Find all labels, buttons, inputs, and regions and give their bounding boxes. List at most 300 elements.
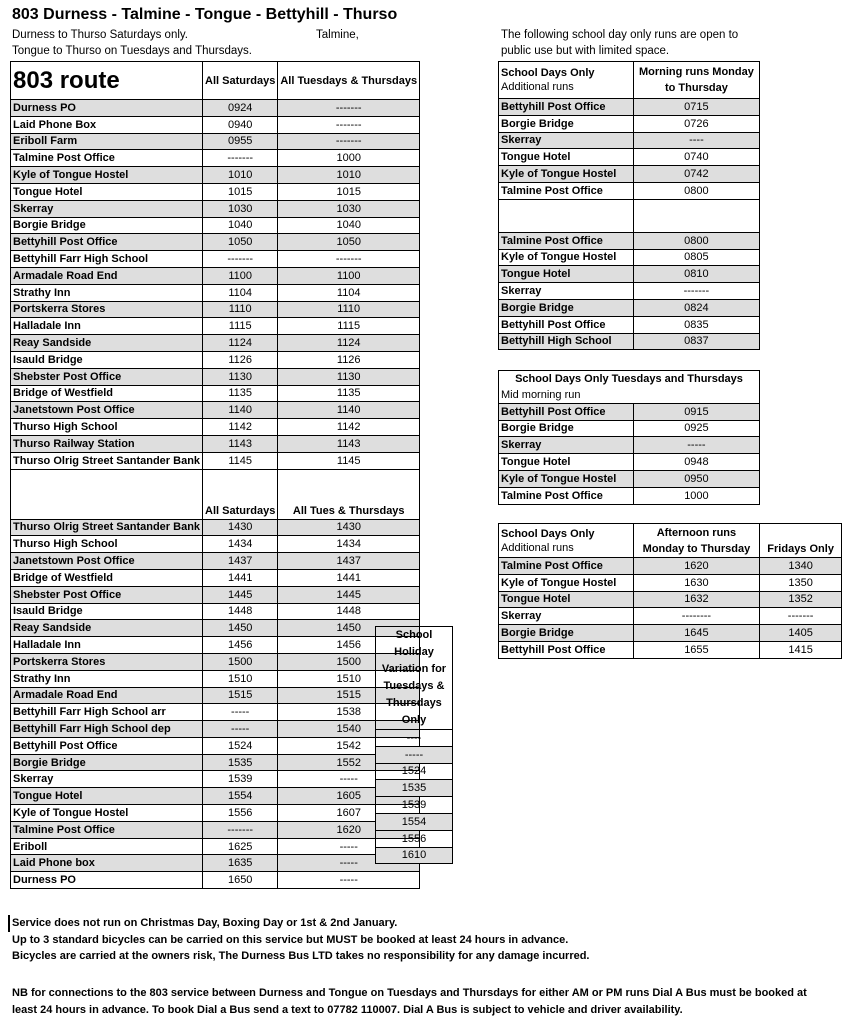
time-cell: 1645 [633,625,760,642]
time-cell: 0924 [203,100,278,117]
stop-name: Borgie Bridge [499,420,634,437]
stop-name: Shebster Post Office [11,586,203,603]
stop-name: Bettyhill High School [499,333,634,350]
stop-name: Talmine Post Office [499,487,634,504]
time-cell: ----- [376,746,453,763]
stop-name: Tongue Hotel [11,183,203,200]
stop-name: Janetstown Post Office [11,553,203,570]
table-row [11,368,420,385]
afternoon-header-mid-1: Afternoon runs [656,526,737,539]
time-cell: 1130 [203,368,278,385]
time-cell: 1539 [376,797,453,814]
time-cell: ------- [278,116,420,133]
time-cell: 1030 [203,200,278,217]
time-cell: 1500 [278,653,420,670]
time-cell: ---- [376,730,453,747]
afternoon-header-sub: Additional runs [501,541,574,554]
table-row [11,402,420,419]
time-cell: 1115 [278,318,420,335]
footer-line-2: Up to 3 standard bicycles can be carried on this service but MUST be booked at least 24 hours in advance. [12,933,569,946]
time-cell: 1000 [278,150,420,167]
time-cell: 0940 [203,116,278,133]
stop-name: Bettyhill Farr High School dep [11,721,203,738]
stop-name: Kyle of Tongue Hostel [499,166,634,183]
table-row [376,830,453,847]
time-cell: ----- [278,872,420,889]
time-cell: 1126 [278,351,420,368]
stop-name: Skerray [499,437,634,454]
table-row [11,234,420,251]
table-row [499,625,842,642]
midmorning-run-table [498,370,760,505]
time-cell: 1554 [203,788,278,805]
table-row [499,454,760,471]
time-cell: 1437 [278,553,420,570]
time-cell: 0715 [633,99,759,116]
stop-name: Reay Sandside [11,620,203,637]
time-cell: 1050 [203,234,278,251]
time-cell: 1610 [376,847,453,864]
table-row [11,217,420,234]
col-header-saturdays: All Saturdays [203,62,278,100]
holiday-header-row [376,627,453,730]
table-row [11,150,420,167]
table-row [11,536,420,553]
time-cell: 1441 [203,569,278,586]
table-row [11,301,420,318]
time-cell: 1100 [278,267,420,284]
table-row [11,620,420,637]
time-cell: 1535 [376,780,453,797]
time-cell: ---- [633,132,759,149]
time-cell: 1415 [760,641,842,658]
page-title: 803 Durness - Talmine - Tongue - Bettyhill - Thurso [12,6,398,23]
time-cell: 1524 [376,763,453,780]
stop-name: Portskerra Stores [11,653,203,670]
stop-name: Isauld Bridge [11,603,203,620]
time-cell: 1620 [633,558,760,575]
time-cell: ----- [203,721,278,738]
stop-name: Borgie Bridge [499,299,634,316]
time-cell: 1015 [203,183,278,200]
time-cell: 1130 [278,368,420,385]
stop-name: Bettyhill Post Office [499,641,634,658]
table-row [499,132,760,149]
afternoon-header-title: School Days Only [501,527,595,540]
time-cell: -------- [633,608,760,625]
table-row [11,721,420,738]
time-cell: 1015 [278,183,420,200]
table-row [11,771,420,788]
time-cell: 1445 [203,586,278,603]
stop-name: Thurso High School [11,536,203,553]
afternoon-header-row [499,524,842,558]
time-cell: 1140 [203,402,278,419]
stop-name: Laid Phone box [11,855,203,872]
stop-name: Thurso Olrig Street Santander Bank [11,452,203,469]
stop-name: Portskerra Stores [11,301,203,318]
table-row [499,149,760,166]
stop-name: Bettyhill Post Office [11,737,203,754]
stop-name: Bettyhill Post Office [499,316,634,333]
midmorning-header: School Days Only Tuesdays and Thursdays [499,371,760,388]
time-cell: ------- [633,283,759,300]
time-cell: 1040 [203,217,278,234]
table-row [499,316,760,333]
table-row [499,403,760,420]
stop-name: Bettyhill Farr High School [11,251,203,268]
time-cell: 1456 [278,637,420,654]
time-cell: 1542 [278,737,420,754]
time-cell: 1625 [203,838,278,855]
time-cell: 0800 [633,182,759,199]
stop-name: Borgie Bridge [11,217,203,234]
time-cell: 1538 [278,704,420,721]
stop-name: Thurso High School [11,419,203,436]
time-cell: ------- [278,133,420,150]
time-cell: 1104 [278,284,420,301]
spacer-cell [633,199,759,232]
time-cell: 1350 [760,574,842,591]
time-cell: 0837 [633,333,759,350]
stop-name: Skerray [499,608,634,625]
stop-name: Isauld Bridge [11,351,203,368]
time-cell: ------- [203,821,278,838]
table-row [499,641,842,658]
table-row [11,637,420,654]
table-row [499,333,760,350]
time-cell: 1140 [278,402,420,419]
time-cell: 1441 [278,569,420,586]
subtitle-right-1: The following school day only runs are open to [501,29,739,41]
time-cell: 1000 [633,487,759,504]
time-cell: 0955 [203,133,278,150]
stop-name: Eriboll Farm [11,133,203,150]
table-row [499,470,760,487]
time-cell: 1434 [278,536,420,553]
afternoon-header-mid-2: Monday to Thursday [642,542,751,555]
time-cell: ----- [278,855,420,872]
subtitle-left-1: Durness to Thurso Saturdays only. [12,29,188,41]
table-row [499,283,760,300]
pm-col-header-saturdays: All Saturdays [203,469,278,519]
time-cell: 1510 [278,670,420,687]
footer-nb-2: least 24 hours in advance. To book Dial a Bus send a text to 07782 110007. Dial A Bus is subject to vehicle and driver availability. [12,1003,683,1016]
stop-name: Skerray [11,771,203,788]
table-row [376,780,453,797]
stop-name: Borgie Bridge [11,754,203,771]
time-cell: 1556 [203,805,278,822]
table-row [11,569,420,586]
table-row [11,435,420,452]
time-cell: 0835 [633,316,759,333]
time-cell: ------- [760,608,842,625]
table-row [376,847,453,864]
stop-name: Bridge of Westfield [11,385,203,402]
stop-name: Borgie Bridge [499,115,634,132]
spacer-cell [499,199,634,232]
time-cell: 1620 [278,821,420,838]
time-cell: 1437 [203,553,278,570]
table-row [499,574,842,591]
time-cell: 1340 [760,558,842,575]
stop-name: Kyle of Tongue Hostel [11,805,203,822]
stop-name: Kyle of Tongue Hostel [11,167,203,184]
time-cell: 1632 [633,591,760,608]
stop-name: Tongue Hotel [499,454,634,471]
table-row [499,182,760,199]
table-row [376,730,453,747]
time-cell: 1524 [203,737,278,754]
stop-name: Bettyhill Post Office [499,403,634,420]
time-cell: 1010 [278,167,420,184]
col-header-tue-thu: All Tuesdays & Thursdays [278,62,420,100]
route-label: 803 route [11,62,203,100]
time-cell: 1515 [203,687,278,704]
stop-name: Halladale Inn [11,637,203,654]
table-row [11,653,420,670]
time-cell: 0925 [633,420,759,437]
table-row [11,821,420,838]
time-cell: 1448 [203,603,278,620]
footer-notes [12,915,590,965]
table-row [499,115,760,132]
table-row [11,284,420,301]
table-row [499,591,842,608]
time-cell: 1607 [278,805,420,822]
stop-name: Armadale Road End [11,687,203,704]
time-cell: 0805 [633,249,759,266]
table-row [11,251,420,268]
time-cell: 1104 [203,284,278,301]
time-cell: 1135 [278,385,420,402]
time-cell: 1500 [203,653,278,670]
time-cell: 1434 [203,536,278,553]
time-cell: 0810 [633,266,759,283]
stop-name: Janetstown Post Office [11,402,203,419]
time-cell: 1448 [278,603,420,620]
time-cell: 0915 [633,403,759,420]
stop-name: Bettyhill Post Office [11,234,203,251]
morning-header-title: School Days Only [501,67,595,79]
stop-name: Kyle of Tongue Hostel [499,249,634,266]
subtitle-right-2: public use but with limited space. [501,45,670,57]
stop-name: Tongue Hotel [499,149,634,166]
pm-header-row [11,469,420,519]
time-cell: 1124 [203,335,278,352]
time-cell: 1135 [203,385,278,402]
stop-name: Bettyhill Post Office [499,99,634,116]
time-cell: 1552 [278,754,420,771]
table-row [11,133,420,150]
time-cell: 1655 [633,641,760,658]
stop-name: Talmine Post Office [11,150,203,167]
table-row [11,603,420,620]
holiday-variation-table [375,626,453,864]
stop-name: Talmine Post Office [499,182,634,199]
stop-name: Talmine Post Office [499,558,634,575]
time-cell: 1635 [203,855,278,872]
time-cell: 1145 [203,452,278,469]
table-row [499,608,842,625]
stop-name: Bridge of Westfield [11,569,203,586]
table-row [499,299,760,316]
morning-header-left [499,62,634,99]
time-cell: 1450 [203,620,278,637]
time-cell: ------- [203,150,278,167]
time-cell: 1142 [203,419,278,436]
table-row [11,670,420,687]
time-cell: 1605 [278,788,420,805]
stop-name: Tongue Hotel [11,788,203,805]
table-row [11,805,420,822]
time-cell: 1539 [203,771,278,788]
morning-header-sub: Additional runs [501,81,574,93]
time-cell: 0800 [633,232,759,249]
time-cell: 1630 [633,574,760,591]
stop-name: Thurso Olrig Street Santander Bank [11,519,203,536]
footer-line-3: Bicycles are carried at the owners risk, The Durness Bus LTD takes no responsibility for any damage incurred. [12,950,590,962]
table-row [11,385,420,402]
time-cell: 1124 [278,335,420,352]
stop-name: Strathy Inn [11,284,203,301]
table-row [499,420,760,437]
time-cell: 1445 [278,586,420,603]
time-cell: 1126 [203,351,278,368]
time-cell: 1450 [278,620,420,637]
table-row [11,687,420,704]
midmorning-sub-row [499,387,760,403]
table-row [499,166,760,183]
time-cell: 0740 [633,149,759,166]
table-row [11,855,420,872]
time-cell: 0950 [633,470,759,487]
stop-name: Skerray [11,200,203,217]
subtitle-left-2: Talmine, [316,29,359,41]
stop-name: Durness PO [11,872,203,889]
time-cell: 1515 [278,687,420,704]
time-cell: 1110 [278,301,420,318]
time-cell: 1556 [376,830,453,847]
time-cell: ------- [278,251,420,268]
pm-header-blank [11,469,203,519]
spacer-row [499,199,760,232]
stop-name: Skerray [499,132,634,149]
time-cell: 1650 [203,872,278,889]
time-cell: 1142 [278,419,420,436]
time-cell: 1143 [278,435,420,452]
table-row [11,704,420,721]
stop-name: Borgie Bridge [499,625,634,642]
stop-name: Thurso Railway Station [11,435,203,452]
holiday-note: School Holiday Variation for Tuesdays & Thursdays Only [376,627,453,730]
stop-name: Eriboll [11,838,203,855]
table-row [376,763,453,780]
stop-name: Laid Phone Box [11,116,203,133]
table-row [11,351,420,368]
stop-name: Tongue Hotel [499,591,634,608]
time-cell: 1352 [760,591,842,608]
time-cell: 1110 [203,301,278,318]
stop-name: Kyle of Tongue Hostel [499,470,634,487]
table-row [376,797,453,814]
time-cell: 0726 [633,115,759,132]
time-cell: 1535 [203,754,278,771]
table-row [11,200,420,217]
time-cell: 1430 [203,519,278,536]
table-row [11,318,420,335]
stop-name: Halladale Inn [11,318,203,335]
time-cell: 1430 [278,519,420,536]
table-row [11,519,420,536]
table-row [376,813,453,830]
time-cell: 0948 [633,454,759,471]
table-row [11,167,420,184]
table-row [499,249,760,266]
stop-name: Kyle of Tongue Hostel [499,574,634,591]
pm-col-header-tue-thu: All Tues & Thursdays [278,469,420,519]
table-row [499,558,842,575]
time-cell: 1456 [203,637,278,654]
time-cell: ----- [203,704,278,721]
table-row [11,838,420,855]
time-cell: 0824 [633,299,759,316]
stop-name: Reay Sandside [11,335,203,352]
table-row [11,872,420,889]
table-row [11,553,420,570]
time-cell: ----- [278,838,420,855]
table-row [11,419,420,436]
time-cell: 1100 [203,267,278,284]
time-cell: 1540 [278,721,420,738]
time-cell: 1010 [203,167,278,184]
time-cell: ----- [633,437,759,454]
table-row [11,335,420,352]
table-row [499,232,760,249]
table-row [499,266,760,283]
footer-nb [12,985,807,1018]
stop-name: Skerray [499,283,634,300]
stop-name: Shebster Post Office [11,368,203,385]
stop-name: Durness PO [11,100,203,117]
midmorning-sub: Mid morning run [499,387,760,403]
table-row [11,116,420,133]
time-cell: ------- [203,251,278,268]
time-cell: 1510 [203,670,278,687]
stop-name: Strathy Inn [11,670,203,687]
morning-header-right: Morning runs Monday to Thursday [633,62,759,99]
stop-name: Armadale Road End [11,267,203,284]
table-row [376,746,453,763]
table-row [499,487,760,504]
table-row [11,586,420,603]
time-cell: 1405 [760,625,842,642]
morning-runs-table [498,61,760,350]
time-cell: 1030 [278,200,420,217]
stop-name: Talmine Post Office [11,821,203,838]
table-row [11,788,420,805]
header-row [11,62,420,100]
time-cell: 1115 [203,318,278,335]
morning-header-row [499,62,760,99]
table-row [11,737,420,754]
stop-name: Tongue Hotel [499,266,634,283]
table-row [11,267,420,284]
table-row [11,754,420,771]
afternoon-header-mid [633,524,760,558]
time-cell: 0742 [633,166,759,183]
table-row [499,437,760,454]
